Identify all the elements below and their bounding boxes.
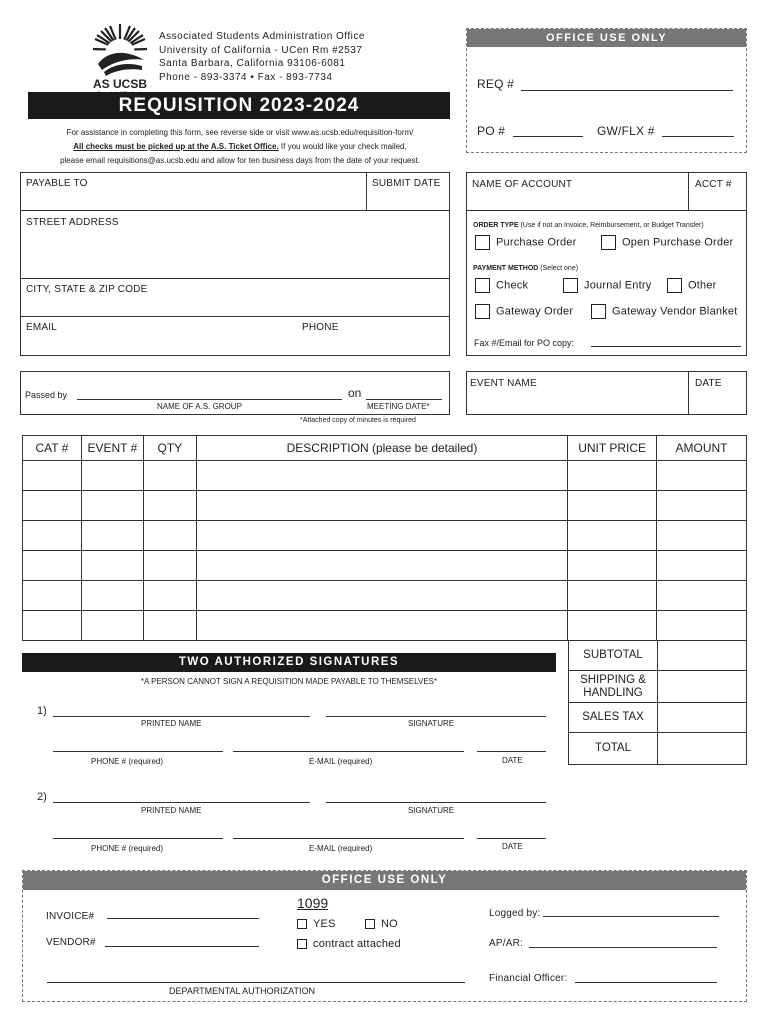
description-cell[interactable]	[196, 521, 567, 551]
cat-cell[interactable]	[23, 521, 82, 551]
financial-officer-label: Financial Officer:	[489, 973, 568, 984]
table-row	[23, 491, 747, 521]
qty-cell[interactable]	[143, 581, 196, 611]
office-use-top-header: OFFICE USE ONLY	[467, 29, 746, 47]
other-label: Other	[688, 279, 717, 292]
signer-1-signature-caption: SIGNATURE	[408, 719, 455, 728]
street-address-label: STREET ADDRESS	[26, 217, 119, 228]
sales-tax-row	[568, 702, 747, 733]
apar-label: AP/AR:	[489, 938, 523, 949]
logged-by-label: Logged by:	[489, 908, 541, 919]
on-label: on	[348, 386, 362, 400]
phone-label: PHONE	[302, 322, 339, 333]
cat-cell[interactable]	[23, 461, 82, 491]
assistance-note	[20, 126, 460, 168]
logged-by-field[interactable]	[543, 916, 719, 917]
sales-tax-field[interactable]	[658, 703, 746, 732]
signer-1-phone-field[interactable]	[53, 751, 223, 752]
purchase-order-checkbox[interactable]	[475, 235, 490, 250]
qty-cell[interactable]	[143, 521, 196, 551]
gateway-vendor-blanket-label: Gateway Vendor Blanket	[612, 305, 738, 318]
logo-text: AS UCSB	[92, 77, 147, 91]
req-field[interactable]	[521, 90, 733, 91]
assist-line-2	[20, 140, 460, 154]
invoice-field[interactable]	[107, 918, 259, 919]
col-qty: QTY	[143, 436, 196, 461]
total-field[interactable]	[658, 733, 746, 764]
payable-to-field[interactable]	[21, 173, 367, 211]
order-type-label: ORDER TYPE	[473, 222, 519, 229]
gateway-order-label: Gateway Order	[496, 305, 574, 318]
meeting-date-caption: MEETING DATE*	[367, 402, 430, 411]
signer-1-email-caption: E-MAIL (required)	[309, 757, 373, 766]
shipping-row	[568, 670, 747, 703]
subtotal-label: SUBTOTAL	[569, 641, 658, 670]
gateway-order-option[interactable]	[475, 304, 573, 319]
gw-label: GW/FLX #	[597, 124, 655, 138]
journal-entry-option[interactable]	[563, 278, 651, 293]
contract-attached-label: contract attached	[313, 938, 401, 950]
unit-price-cell[interactable]	[568, 611, 657, 641]
contract-attached-option[interactable]	[297, 938, 401, 950]
invoice-label: INVOICE#	[46, 911, 95, 922]
no-checkbox[interactable]	[365, 919, 375, 929]
city-state-zip-label: CITY, STATE & ZIP CODE	[26, 284, 148, 295]
yes-checkbox[interactable]	[297, 919, 307, 929]
signatures-warning: *A PERSON CANNOT SIGN A REQUISITION MADE PAYABLE TO THEMSELVES*	[140, 677, 438, 686]
no-label: NO	[381, 918, 398, 930]
vendor-label: VENDOR#	[46, 937, 96, 948]
street-address-field[interactable]	[21, 211, 449, 279]
event-name-label: EVENT NAME	[470, 378, 537, 389]
event-box	[466, 371, 747, 415]
assist-line-3: please email requisitions@as.ucsb.edu and allow for ten business days from the date of your request.	[60, 156, 420, 165]
payment-method-heading	[473, 265, 578, 272]
event-cell[interactable]	[81, 581, 143, 611]
description-cell[interactable]	[196, 551, 567, 581]
acct-number-label: ACCT #	[695, 179, 732, 190]
group-name-field[interactable]	[77, 399, 342, 400]
address-line: Phone - 893-3374 • Fax - 893-7734	[159, 71, 333, 83]
signer-1-email-field[interactable]	[233, 751, 464, 752]
payment-method-note: (Select one)	[540, 265, 579, 272]
amount-cell[interactable]	[657, 491, 747, 521]
signer-1-date-field[interactable]	[477, 751, 546, 752]
office-use-bottom	[22, 870, 747, 1002]
submit-date-label: SUBMIT DATE	[372, 178, 441, 189]
mail-note: If you would like your check mailed,	[278, 142, 407, 151]
vendor-field[interactable]	[105, 946, 259, 947]
form-1099-label: 1099	[297, 895, 329, 911]
unit-price-cell[interactable]	[568, 581, 657, 611]
signer-2-phone-caption: PHONE # (required)	[91, 844, 164, 853]
col-unit-price: UNIT PRICE	[568, 436, 657, 461]
signer-1-number: 1)	[37, 705, 47, 717]
group-name-caption: NAME OF A.S. GROUP	[157, 402, 242, 411]
contract-attached-checkbox[interactable]	[297, 939, 307, 949]
shipping-label: SHIPPING & HANDLING	[569, 671, 658, 702]
description-cell[interactable]	[196, 491, 567, 521]
amount-cell[interactable]	[657, 611, 747, 641]
event-date-label: DATE	[695, 378, 722, 389]
description-cell[interactable]	[196, 581, 567, 611]
gateway-vendor-blanket-checkbox[interactable]	[591, 304, 606, 319]
signer-1-printed-name-caption: PRINTED NAME	[141, 719, 202, 728]
sales-tax-label: SALES TAX	[569, 703, 658, 732]
total-label: TOTAL	[569, 733, 658, 764]
fax-email-label: Fax #/Email for PO copy:	[474, 338, 575, 348]
signer-2-printed-name-caption: PRINTED NAME	[141, 806, 202, 815]
gateway-vendor-blanket-option[interactable]	[591, 304, 737, 319]
signatures-header: TWO AUTHORIZED SIGNATURES	[22, 653, 556, 672]
gw-field[interactable]	[662, 136, 734, 137]
po-field[interactable]	[513, 136, 583, 137]
event-cell[interactable]	[81, 461, 143, 491]
signer-2-signature-field[interactable]	[326, 802, 546, 803]
amount-cell[interactable]	[657, 461, 747, 491]
passed-by-label: Passed by	[25, 390, 68, 400]
cat-cell[interactable]	[23, 551, 82, 581]
shipping-field[interactable]	[658, 671, 746, 702]
office-use-bottom-header: OFFICE USE ONLY	[23, 871, 746, 890]
unit-price-cell[interactable]	[568, 461, 657, 491]
total-row	[568, 732, 747, 765]
signer-1-date-caption: DATE	[502, 756, 523, 765]
description-cell[interactable]	[196, 461, 567, 491]
event-cell[interactable]	[81, 551, 143, 581]
open-purchase-order-label: Open Purchase Order	[622, 236, 734, 249]
table-row	[23, 611, 747, 641]
unit-price-cell[interactable]	[568, 491, 657, 521]
amount-cell[interactable]	[657, 581, 747, 611]
check-checkbox[interactable]	[475, 278, 490, 293]
purchase-order-label: Purchase Order	[496, 236, 577, 249]
signer-2-email-caption: E-MAIL (required)	[309, 844, 373, 853]
items-header-row	[23, 436, 747, 461]
subtotal-row	[568, 640, 747, 671]
logo	[92, 20, 148, 91]
qty-cell[interactable]	[143, 551, 196, 581]
page-title: REQUISITION 2023-2024	[28, 92, 450, 119]
account-name-label: NAME OF ACCOUNT	[472, 179, 573, 190]
signer-2-number: 2)	[37, 791, 47, 803]
signer-1-phone-caption: PHONE # (required)	[91, 757, 164, 766]
table-row	[23, 521, 747, 551]
unit-price-cell[interactable]	[568, 551, 657, 581]
gateway-order-checkbox[interactable]	[475, 304, 490, 319]
email-label: EMAIL	[26, 322, 58, 333]
fax-email-field[interactable]	[591, 346, 741, 347]
qty-cell[interactable]	[143, 491, 196, 521]
qty-cell[interactable]	[143, 461, 196, 491]
yes-option[interactable]	[297, 918, 336, 930]
org-address	[159, 30, 365, 84]
table-row	[23, 581, 747, 611]
table-row	[23, 551, 747, 581]
payable-to-label: PAYABLE TO	[26, 178, 88, 189]
submit-date-field[interactable]	[367, 173, 449, 211]
signer-2-date-caption: DATE	[502, 842, 523, 851]
event-cell[interactable]	[81, 491, 143, 521]
journal-entry-checkbox[interactable]	[563, 278, 578, 293]
signer-2-email-field[interactable]	[233, 838, 464, 839]
amount-cell[interactable]	[657, 521, 747, 551]
account-box	[466, 172, 747, 356]
order-type-note: (Use if not an Invoice, Reimbursement, or Budget Transfer)	[520, 222, 704, 229]
journal-entry-label: Journal Entry	[584, 279, 652, 292]
order-type-heading	[473, 222, 704, 229]
signer-2-phone-field[interactable]	[53, 838, 223, 839]
no-option[interactable]	[365, 918, 398, 930]
other-checkbox[interactable]	[667, 278, 682, 293]
signer-2-date-field[interactable]	[477, 838, 546, 839]
open-purchase-order-checkbox[interactable]	[601, 235, 616, 250]
table-row	[23, 461, 747, 491]
purchase-order-option[interactable]	[475, 235, 576, 250]
description-cell[interactable]	[196, 611, 567, 641]
signer-1-signature-field[interactable]	[326, 716, 546, 717]
po-label: PO #	[477, 124, 506, 138]
city-state-zip-field[interactable]	[21, 279, 449, 317]
unit-price-cell[interactable]	[568, 521, 657, 551]
items-table	[22, 435, 747, 641]
address-line: University of California - UCen Rm #2537	[159, 44, 363, 56]
event-cell[interactable]	[81, 611, 143, 641]
cat-cell[interactable]	[23, 611, 82, 641]
col-amount: AMOUNT	[657, 436, 747, 461]
address-line: Associated Students Administration Office	[159, 31, 365, 42]
signer-2-signature-caption: SIGNATURE	[408, 806, 455, 815]
check-label: Check	[496, 279, 529, 292]
col-event: EVENT #	[81, 436, 143, 461]
req-label: REQ #	[477, 77, 515, 91]
apar-field[interactable]	[529, 947, 717, 948]
check-option[interactable]	[475, 278, 528, 293]
open-purchase-order-option[interactable]	[601, 235, 733, 250]
cat-cell[interactable]	[23, 581, 82, 611]
address-line: Santa Barbara, California 93106-6081	[159, 58, 346, 69]
yes-label: YES	[313, 918, 336, 930]
departmental-authorization-field[interactable]	[47, 982, 465, 983]
cat-cell[interactable]	[23, 491, 82, 521]
office-use-top	[466, 28, 747, 153]
event-cell[interactable]	[81, 521, 143, 551]
col-description: DESCRIPTION (please be detailed)	[196, 436, 567, 461]
amount-cell[interactable]	[657, 551, 747, 581]
qty-cell[interactable]	[143, 611, 196, 641]
other-option[interactable]	[667, 278, 717, 293]
passed-by-box	[20, 371, 450, 415]
financial-officer-field[interactable]	[575, 982, 717, 983]
minutes-note: *Attached copy of minutes is required	[300, 417, 416, 424]
signer-1-printed-name-field[interactable]	[53, 716, 310, 717]
payment-method-label: PAYMENT METHOD	[473, 265, 539, 272]
ticket-office-note: All checks must be picked up at the A.S. Ticket Office.	[73, 142, 279, 151]
col-cat: CAT #	[23, 436, 82, 461]
signer-2-printed-name-field[interactable]	[53, 802, 310, 803]
payee-box	[20, 172, 450, 356]
meeting-date-field[interactable]	[366, 399, 442, 400]
departmental-authorization-caption: DEPARTMENTAL AUTHORIZATION	[169, 986, 316, 996]
sun-logo-icon	[92, 20, 148, 76]
subtotal-field[interactable]	[658, 641, 746, 670]
assist-line-1: For assistance in completing this form, see reverse side or visit www.as.ucsb.edu/requisition-form/	[66, 128, 414, 137]
